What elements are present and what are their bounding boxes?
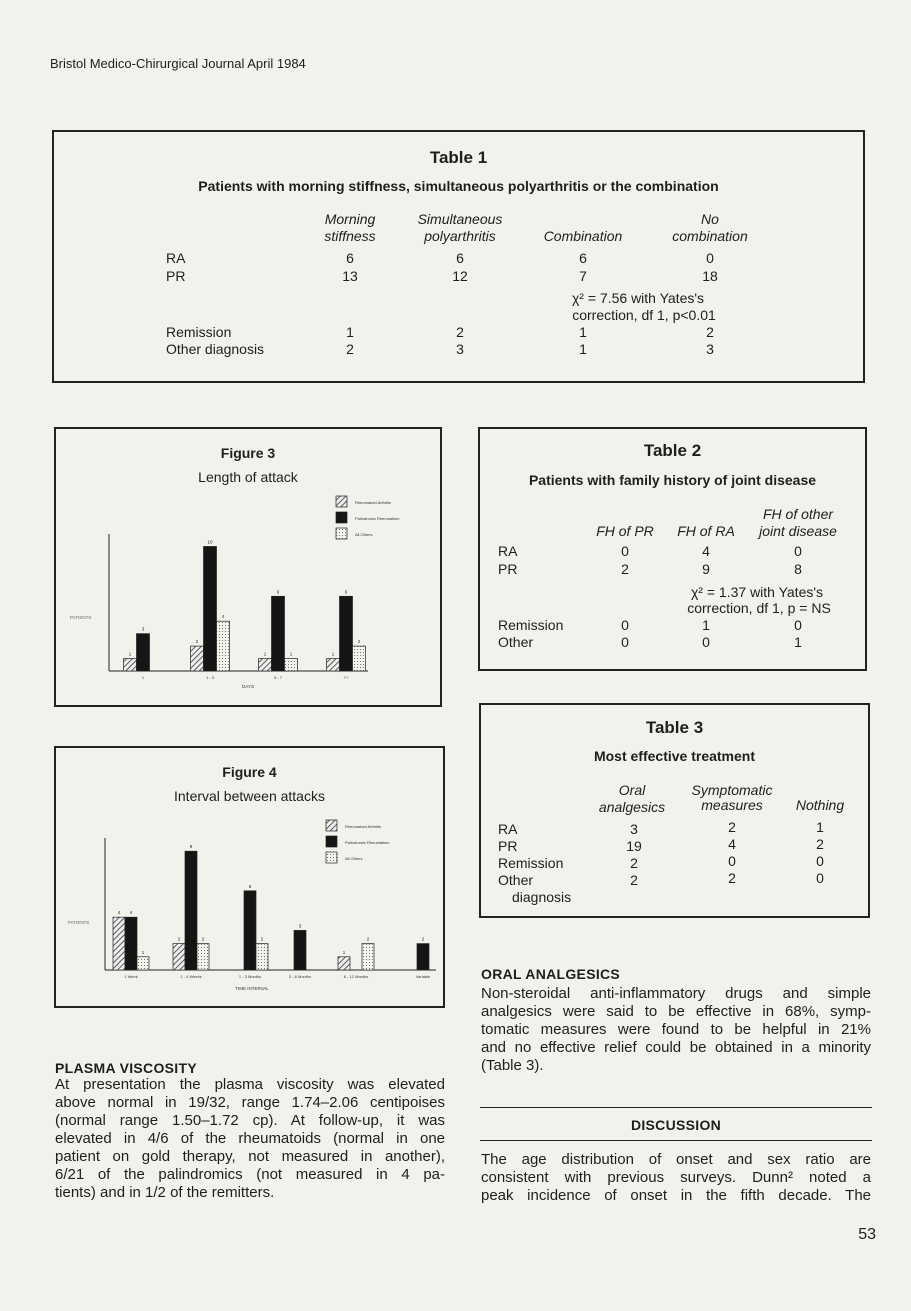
t1-pr-v3: 7 [579,268,587,284]
t1-rem-v2: 2 [456,324,464,340]
t3-col2-l1: Symptomatic [691,782,773,798]
text-line: The age distribution of onset and sex ratio are [481,1151,871,1168]
bar-value-label: 1 [331,651,335,657]
bar-pr [244,891,256,970]
t3-ra-v1: 3 [630,821,638,837]
discussion-text [481,1151,871,1205]
table-2-title: Table 2 [643,441,702,460]
table-1-title: Table 1 [429,148,488,167]
legend-swatch-ra [336,496,347,507]
t3-oth-v2: 2 [728,870,736,886]
t3-rem-v1: 2 [630,855,638,871]
discussion-heading: DISCUSSION [630,1117,722,1133]
t2-pr-v1: 2 [621,561,629,577]
bar-others [217,621,230,671]
bar-value-label: 4 [117,910,121,916]
bar-value-label: 1 [128,651,132,657]
t2-oth-v1: 0 [621,634,629,650]
figure-3-title: Figure 3 [220,445,276,461]
t2-stat-l1: χ² = 1.37 with Yates's [690,584,824,600]
t1-col2-l1: Simultaneous [417,211,503,227]
t2-pr-v2: 9 [702,561,710,577]
bar-pr [340,596,353,671]
t2-ra-v2: 4 [702,543,710,559]
bar-value-label: 2 [366,936,370,942]
text-line: At presentation the plasma viscosity was elevated [55,1076,445,1093]
t3-row-other-cont: diagnosis [512,889,572,905]
t2-col3-l2: joint disease [759,523,837,539]
t3-ra-v2: 2 [728,819,736,835]
t1-rem-v4: 2 [706,324,714,340]
bar-others [137,957,149,970]
bar-value-label: 10 [207,539,213,545]
oral-analgesics-heading: ORAL ANALGESICS [481,966,621,982]
bar-value-label: 1 [289,651,293,657]
t1-rem-v3: 1 [579,324,587,340]
t1-oth-v1: 2 [346,341,354,357]
figure-3-subtitle: Length of attack [198,469,298,485]
t1-col4-l1: No [701,211,719,227]
bar-value-label: 9 [189,844,193,850]
bar-ra [338,957,350,970]
legend-label: Palindromic Rheumatism [355,516,400,521]
figure-3-chart [56,429,440,705]
text-line: analgesics were said to be effective in 68%, symp- [481,1003,871,1020]
t2-oth-v2: 0 [702,634,710,650]
t1-row-ra: RA [166,250,186,266]
t2-row-other: Other [498,634,534,650]
bar-value-label: 2 [357,639,361,645]
t1-row-other: Other diagnosis [166,341,265,357]
t2-row-ra: RA [498,543,518,559]
oral-analgesics-text [481,985,871,1075]
x-tick-label: 3 - 7 [273,675,283,680]
x-tick-label: Variable [415,974,431,979]
bar-others [362,944,374,970]
t1-oth-v4: 3 [706,341,714,357]
bar-ra [259,659,272,671]
t1-col3: Combination [543,228,623,244]
bar-others [353,646,366,671]
t1-rem-v1: 1 [346,324,354,340]
t3-row-pr: PR [498,838,518,854]
discussion-rule-top [480,1107,872,1108]
text-line: tomatic measures were found to be helpful in 21% [481,1021,871,1038]
t1-col1-l2: stiffness [324,228,376,244]
bar-ra [113,917,125,970]
bar-pr [294,930,306,970]
text-line: patient on gold therapy, not measured in another), [55,1148,445,1165]
t3-pr-v3: 2 [816,836,824,852]
t2-row-pr: PR [498,561,518,577]
t1-col4-l2: combination [672,228,748,244]
t3-col2-l2: measures [701,797,763,813]
t3-ra-v3: 1 [816,819,824,835]
plasma-viscosity-text [55,1076,445,1202]
t2-pr-v3: 8 [794,561,802,577]
t1-ra-v4: 0 [706,250,714,266]
y-axis-label: PATIENTS [68,920,90,925]
legend-label: All Others [355,532,373,537]
t3-col1-l1: Oral [618,782,646,798]
t1-row-remission: Remission [166,324,232,340]
bar-value-label: 1 [342,949,346,955]
t2-rem-v2: 1 [702,617,710,633]
t3-col3: Nothing [795,797,845,813]
bar-value-label: 3 [298,923,302,929]
x-tick-label: 1 - 3 [205,675,215,680]
table-1 [52,130,865,383]
t3-rem-v2: 0 [728,853,736,869]
bar-pr [272,596,285,671]
legend-label: Rheumatoid Arthritis [345,824,382,829]
t2-col2: FH of RA [677,523,735,539]
table-3-caption: Most effective treatment [593,748,756,764]
text-line: tients) and in 1/2 of the remitters. [55,1184,275,1201]
t3-oth-v3: 0 [816,870,824,886]
bar-others [256,944,268,970]
t3-col1-l2: analgesics [598,799,666,815]
legend-label: All Others [345,856,363,861]
bar-value-label: 1 [141,949,145,955]
x-tick-label: 6 - 12 Months [343,974,369,979]
t3-oth-v1: 2 [630,872,638,888]
legend-swatch-ra [326,820,337,831]
t1-col2-l2: polyarthritis [424,228,496,244]
figure-3 [54,427,442,707]
t3-row-ra: RA [498,821,518,837]
bar-pr [204,546,217,671]
bar-others [285,659,298,671]
bar-others [197,944,209,970]
bar-pr [137,634,150,671]
bar-value-label: 1 [263,651,267,657]
t2-ra-v3: 0 [794,543,802,559]
t2-rem-v3: 0 [794,617,802,633]
bar-value-label: 2 [260,936,264,942]
t1-ra-v3: 6 [579,250,587,266]
bar-value-label: 2 [201,936,205,942]
figure-4-title: Figure 4 [222,764,277,780]
text-line: 6/21 of the palindromics (not measured in 4 pa- [55,1166,445,1183]
text-line: (Table 3). [481,1057,544,1074]
t3-rem-v3: 0 [816,853,824,869]
t2-col1: FH of PR [596,523,654,539]
page-number: 53 [858,1226,876,1243]
t2-row-remission: Remission [498,617,564,633]
t1-ra-v1: 6 [346,250,354,266]
running-title: Bristol Medico-Chirurgical Journal April 1984 [50,56,306,71]
t3-row-other: Other [498,872,534,888]
text-line: consistent with previous surveys. Dunn² noted a [481,1169,871,1186]
t1-pr-v2: 12 [452,268,468,284]
t1-col1-l1: Morning [324,211,376,227]
table-3 [479,703,870,918]
table-1-caption: Patients with morning stiffness, simultaneous polyarthritis or the combination [198,178,719,194]
x-tick-label: 1 - 3 Months [238,974,262,979]
t2-ra-v1: 0 [621,543,629,559]
t2-col3-l1: FH of other [762,506,834,522]
t3-pr-v2: 4 [728,836,736,852]
bar-value-label: 6 [344,589,348,595]
t1-pr-v4: 18 [702,268,718,284]
bar-ra [327,659,340,671]
bar-value-label: 3 [141,626,145,632]
figure-4-chart [56,748,443,1006]
table-2 [478,427,867,671]
bar-value-label: 6 [248,883,252,889]
bar-value-label: 4 [221,614,225,620]
legend-label: Palindromic Rheumatism [345,840,390,845]
t1-oth-v2: 3 [456,341,464,357]
t3-row-remission: Remission [498,855,564,871]
t2-rem-v1: 0 [621,617,629,633]
t1-oth-v3: 1 [579,341,587,357]
x-tick-label: 7+ [343,675,349,680]
bar-value-label: 6 [276,589,280,595]
x-tick-label: 1 [141,675,145,680]
x-axis-label: DAYS [242,684,254,689]
t1-row-pr: PR [166,268,186,284]
text-line: Non-steroidal anti-inflammatory drugs and simple [481,985,871,1002]
text-line: peak incidence of onset in the fifth decade. The [481,1187,871,1204]
legend-label: Rheumatoid Arthritis [355,500,392,505]
t2-stat-l2: correction, df 1, p = NS [687,600,831,616]
t1-ra-v2: 6 [456,250,464,266]
bar-ra [173,944,185,970]
bar-value-label: 2 [177,936,181,942]
text-line: above normal in 19/32, range 1.74–2.06 centipoises [55,1094,445,1111]
x-tick-label: 3 - 6 Months [288,974,312,979]
bar-value-label: 2 [195,639,199,645]
t2-oth-v3: 1 [794,634,802,650]
t1-pr-v1: 13 [342,268,358,284]
bar-pr [417,944,429,970]
legend-swatch-others [336,528,347,539]
x-tick-label: 1 - 4 Weeks [180,974,202,979]
text-line: elevated in 4/6 of the rheumatoids (normal in one [55,1130,445,1147]
bar-value-label: 2 [421,936,425,942]
bar-pr [185,851,197,970]
t3-pr-v1: 19 [626,838,642,854]
t1-stat-l1: χ² = 7.56 with Yates's [571,290,705,306]
bar-ra [124,659,137,671]
table-3-title: Table 3 [645,718,704,737]
bar-value-label: 4 [129,910,133,916]
x-axis-label: TIME INTERVAL [235,986,269,991]
text-line: and no effective relief could be obtained in a minority [481,1039,871,1056]
discussion-rule-bottom [480,1140,872,1141]
y-axis-label: PATIENTS [70,615,92,620]
plasma-viscosity-heading: PLASMA VISCOSITY [55,1060,197,1076]
bar-pr [125,917,137,970]
text-line: (normal range 1.50–1.72 cp). At follow-up, it was [55,1112,445,1129]
figure-4-subtitle: Interval between attacks [174,788,325,804]
t1-stat-l2: correction, df 1, p<0.01 [572,307,716,323]
legend-swatch-others [326,852,337,863]
figure-4 [54,746,445,1008]
legend-swatch-pr [326,836,337,847]
table-2-caption: Patients with family history of joint disease [528,472,817,488]
bar-ra [191,646,204,671]
x-tick-label: 1 Week [124,974,138,979]
legend-swatch-pr [336,512,347,523]
